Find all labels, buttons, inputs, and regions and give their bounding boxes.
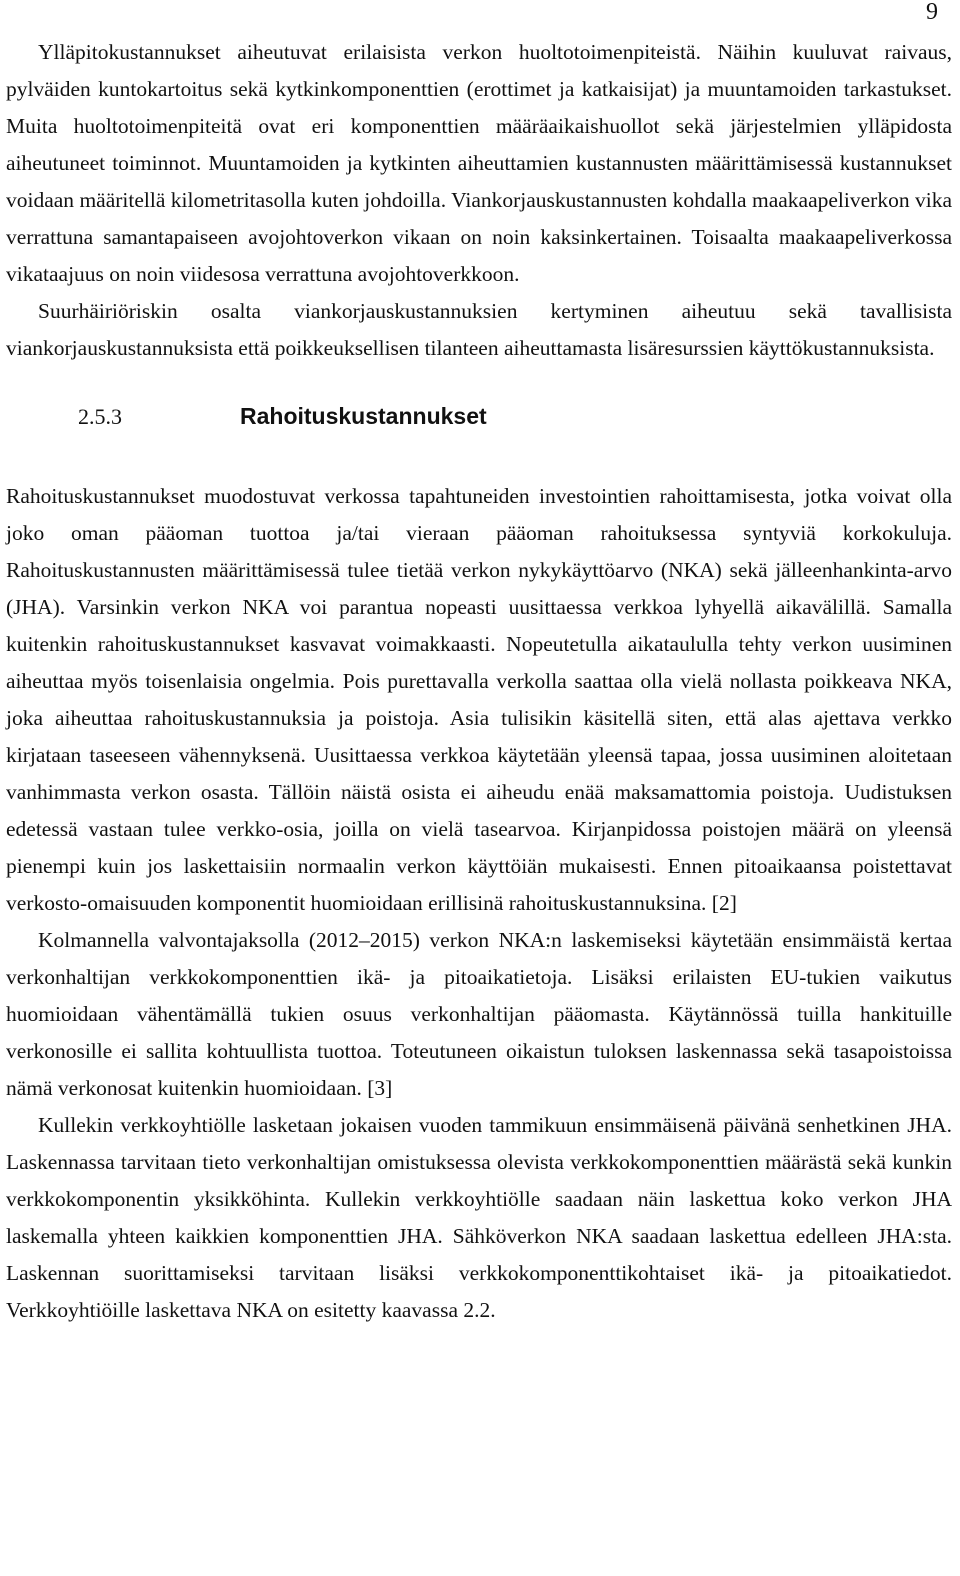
page-number: 9 (926, 0, 938, 25)
paragraph-major-disturbance-risk: Suurhäiriöriskin osalta viankorjauskustannuksien kertyminen aiheutuu sekä tavallisista viankorjauskustannuksista että poikkeuksellisen tilanteen aiheuttamasta lisäresurssien käyttökustannuksista. (6, 299, 952, 360)
paragraph-third-regulatory-period: Kolmannella valvontajaksolla (2012–2015) verkon NKA:n laskemiseksi käytetään ensimmäistä kertaa verkonhaltijan verkkokomponenttien ikä- ja pitoaikatietoja. Lisäksi erilaisten EU-tukien vaikutus huomioidaan vähentämällä tukien osuus verkonhaltijan pääomasta. Käytännössä tuilla hankituille verkonosille ei sallita kohtuullista tuottoa. Toteutuneen oikaistun tuloksen laskennassa sekä tasapoistoissa nämä verkonosat kuitenkin huomioidaan. [3] (6, 928, 952, 1100)
page-body (6, 34, 952, 1329)
paragraph-financing-costs: Rahoituskustannukset muodostuvat verkossa tapahtuneiden investointien rahoittamisesta, jotka voivat olla joko oman pääoman tuottoa ja/tai vieraan pääoman rahoituksessa syntyviä korkokuluja. Rahoituskustannusten määrittämisessä tulee tietää verkon nykykäyttöarvo (NKA) sekä jälleenhankinta-arvo (JHA). Varsinkin verkon NKA voi parantua nopeasti uusittaessa verkkoa lyhyellä aikavälillä. Samalla kuitenkin rahoituskustannukset kasvavat voimakkaasti. Nopeutetulla aikataululla tehty verkon uusiminen aiheuttaa myös toisenlaisia ongelmia. Pois purettavalla verkolla saattaa olla vielä nollasta poikkeava NKA, joka aiheuttaa rahoituskustannuksia ja poistoja. Asia tulisikin käsitellä siten, että alas ajettava verkko kirjataan taseeseen vähennyksenä. Uusittaessa verkkoa käytetään yleensä tapaa, jossa uusiminen aloitetaan vanhimmasta verkon osasta. Tällöin näistä osista ei aiheudu enää maksamattomia poistoja. Uudistuksen edetessä vastaan tulee verkko-osia, joilla on vielä tasearvoa. Kirjanpidossa poistojen määrä on yleensä pienempi kuin jos laskettaisiin normaalin verkon käyttöiän mukaisesti. Ennen pitoaikaansa poistettavat verkosto-omaisuuden komponentit huomioidaan erillisinä rahoituskustannuksina. [2] (6, 484, 952, 915)
section-title: Rahoituskustannukset (240, 403, 487, 429)
paragraph-maintenance-costs: Ylläpitokustannukset aiheutuvat erilaisista verkon huoltotoimenpiteistä. Näihin kuuluvat raivaus, pylväiden kuntokartoitus sekä kytkinkomponenttien (erottimet ja katkaisijat) ja muuntamoiden tarkastukset. Muita huoltotoimenpiteitä ovat eri komponenttien määräaikaishuollot sekä järjestelmien ylläpidosta aiheutuneet toiminnot. Muuntamoiden ja kytkinten aiheuttamien kustannusten määrittämisessä kustannukset voidaan määritellä kilometritasolla kuten johdoilla. Viankorjauskustannusten kohdalla maakaapeliverkon vika verrattuna samantapaiseen avojohtoverkon vikaan on noin kaksinkertainen. Toisaalta maakaapeliverkossa vikataajuus on noin viidesosa verrattuna avojohtoverkkoon. (6, 40, 952, 286)
paragraph-replacement-value: Kullekin verkkoyhtiölle lasketaan jokaisen vuoden tammikuun ensimmäisenä päivänä senhetkinen JHA. Laskennassa tarvitaan tieto verkonhaltijan omistuksessa olevista verkkokomponenttien määrästä sekä kunkin verkkokomponentin yksikköhinta. Kullekin verkkoyhtiölle saadaan näin laskettua koko verkon JHA laskemalla yhteen kaikkien komponenttien JHA. Sähköverkon NKA saadaan laskettua edelleen JHA:sta. Laskennan suorittamiseksi tarvitaan lisäksi verkkokomponenttikohtaiset ikä- ja pitoaikatiedot. Verkkoyhtiöille laskettava NKA on esitetty kaavassa 2.2. (6, 1113, 952, 1322)
section-heading (6, 403, 952, 445)
section-number: 2.5.3 (78, 404, 122, 429)
